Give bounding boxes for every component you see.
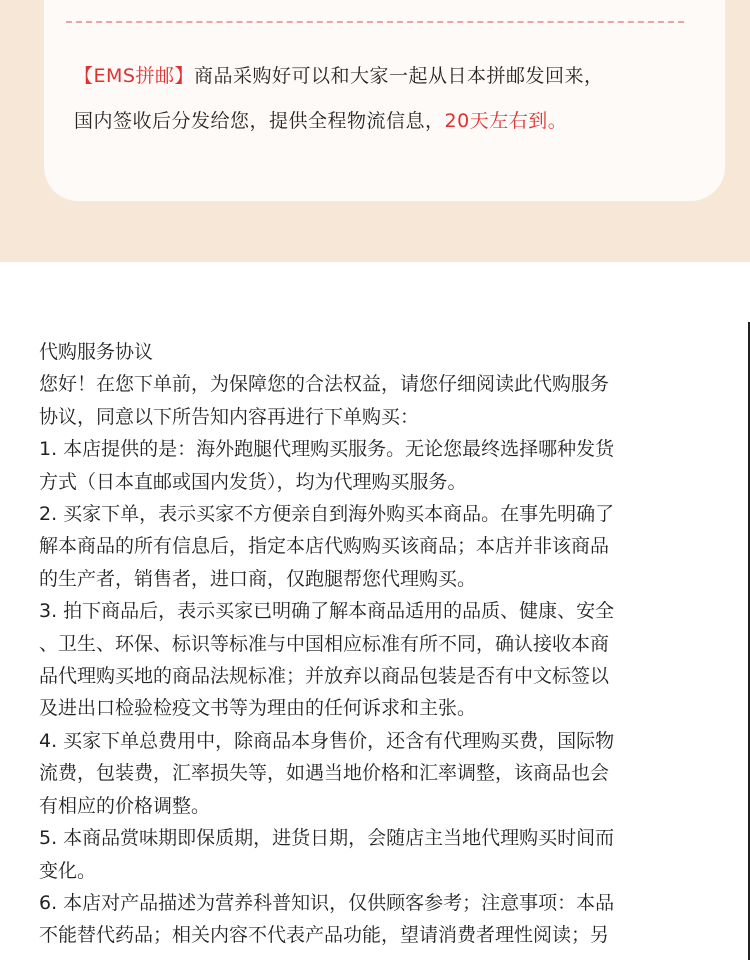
agreement-line: 5. 本商品赏味期即保质期，进货日期，会随店主当地代理购买时间而 xyxy=(39,827,615,850)
agreement-line: 流费，包装费，汇率损失等，如遇当地价格和汇率调整，该商品也会 xyxy=(39,762,610,785)
dashed-divider xyxy=(66,21,684,23)
agreement-line: 4. 买家下单总费用中，除商品本身售价，还含有代理购买费，国际物 xyxy=(39,729,615,752)
agreement-line: 协议，同意以下所告知内容再进行下单购买： xyxy=(39,405,420,428)
agreement-line: 的生产者，销售者，进口商，仅跑腿帮您代理购买。 xyxy=(39,567,477,590)
agreement-line: 2. 买家下单，表示买家不方便亲自到海外购买本商品。在事先明确了 xyxy=(39,503,615,526)
agreement-line: 及进出口检验检疫文书等为理由的任何诉求和主张。 xyxy=(39,697,477,720)
agreement-line: 有相应的价格调整。 xyxy=(39,794,211,817)
agreement-line: 品代理购买地的商品法规标准；并放弃以商品包装是否有中文标签以 xyxy=(39,665,610,688)
agreement-line: 变化。 xyxy=(39,859,97,882)
shipping-notice-band xyxy=(0,0,750,262)
agreement-line: 解本商品的所有信息后，指定本店代购购买该商品；本店并非该商品 xyxy=(39,535,610,558)
agreement-line: 3. 拍下商品后，表示买家已明确了解本商品适用的品质、健康、安全 xyxy=(39,600,615,623)
agreement-title: 代购服务协议 xyxy=(39,341,154,363)
shipping-notice-card xyxy=(44,0,725,201)
notice-line-2-text: 国内签收后分发给您，提供全程物流信息， xyxy=(74,110,445,132)
agreement-line: 、卫生、环保、标识等标准与中国相应标准有所不同，确认接收本商 xyxy=(39,632,610,655)
agreement-line: 方式（日本直邮或国内发货），均为代理购买服务。 xyxy=(39,470,467,493)
delivery-time-highlight: 20天左右到。 xyxy=(444,110,568,132)
notice-line-1-text: 商品采购好可以和大家一起从日本拼邮发回来， xyxy=(193,65,604,87)
agreement-line: 您好！在您下单前，为保障您的合法权益，请您仔细阅读此代购服务 xyxy=(39,373,610,396)
agreement-line: 6. 本店对产品描述为营养科普知识，仅供顾客参考；注意事项：本品 xyxy=(39,891,615,914)
purchase-agreement xyxy=(39,336,699,952)
ems-tag: 【EMS拼邮】 xyxy=(74,65,194,87)
agreement-line: 不能替代药品；相关内容不代表产品功能，望请消费者理性阅读；另 xyxy=(39,924,610,947)
notice-line-2 xyxy=(74,106,567,133)
notice-line-1 xyxy=(74,61,603,88)
agreement-line: 1. 本店提供的是：海外跑腿代理购买服务。无论您最终选择哪种发货 xyxy=(39,438,615,461)
